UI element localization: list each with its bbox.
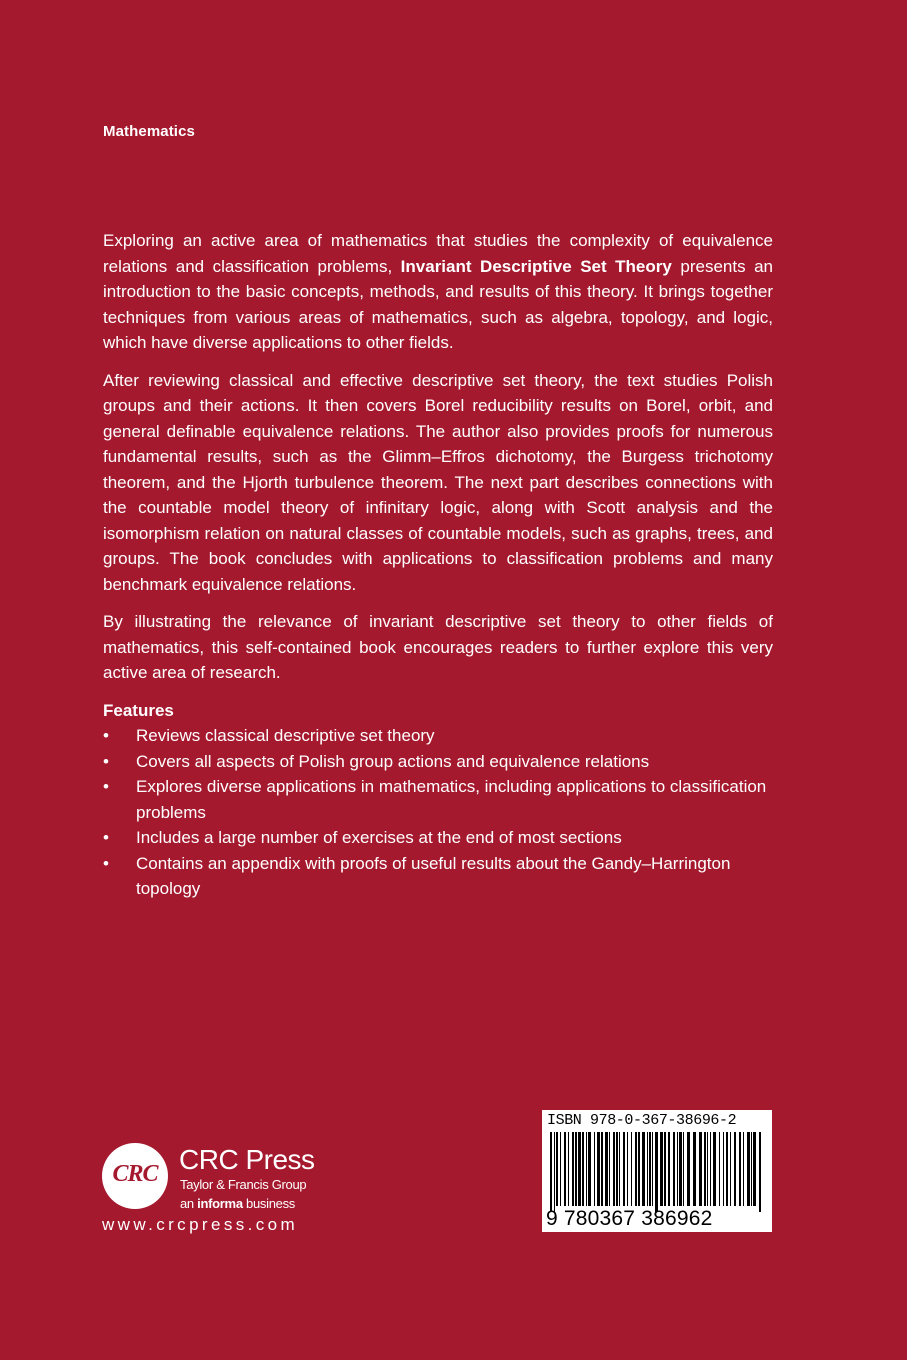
barcode-bar (699, 1132, 702, 1206)
barcode-bar (655, 1132, 658, 1212)
barcode-bar (753, 1132, 756, 1206)
barcode-bar (572, 1132, 574, 1206)
barcode-bar (638, 1132, 640, 1206)
barcode-bar (660, 1132, 663, 1206)
barcode-bar (627, 1132, 628, 1206)
barcode-bar (743, 1132, 744, 1206)
barcode-bar (683, 1132, 684, 1206)
barcode-bar (677, 1132, 678, 1206)
barcode-bar (623, 1132, 625, 1206)
feature-item (103, 723, 773, 749)
barcode-bar (594, 1132, 595, 1206)
barcode-bar (673, 1132, 675, 1206)
barcode-bar (609, 1132, 610, 1206)
logo-mark-text: CRC (112, 1161, 158, 1187)
barcode-bar (652, 1132, 653, 1206)
isbn-barcode (542, 1110, 772, 1232)
bullet-icon: • (103, 726, 109, 745)
barcode-bar (619, 1132, 620, 1206)
crc-logo-icon (102, 1143, 168, 1209)
paragraph-text: Exploring an active area of mathematics that studies the complexity of equivalence relations and classification problems, (103, 231, 773, 276)
business-suffix: business (242, 1196, 295, 1211)
feature-item (103, 825, 773, 851)
barcode-bar (726, 1132, 728, 1206)
barcode-bar (613, 1132, 615, 1206)
barcode-bar (693, 1132, 696, 1206)
publisher-business (180, 1196, 295, 1212)
barcode-bar (707, 1132, 708, 1206)
feature-item (103, 851, 773, 902)
barcode-bar (704, 1132, 706, 1206)
barcode-bar (713, 1132, 716, 1206)
bullet-icon: • (103, 853, 109, 873)
barcode-digits: 9 780367 386962 (546, 1207, 713, 1230)
business-brand: informa (197, 1196, 243, 1211)
barcode-bar (578, 1132, 581, 1206)
bullet-icon: • (103, 828, 109, 847)
bullet-icon: • (103, 751, 109, 771)
barcode-bar (642, 1132, 645, 1206)
barcode-bar (586, 1132, 587, 1206)
feature-text: Contains an appendix with proofs of useful results about the Gandy–Harrington topology (136, 853, 731, 898)
book-title: Invariant Descriptive Set Theory (400, 256, 672, 276)
barcode-bar (550, 1132, 552, 1212)
barcode-bar (556, 1132, 558, 1206)
barcode-bar (679, 1132, 682, 1206)
description-paragraph-2: After reviewing classical and effective descriptive set theory, the text studies Polish groups and their actions. It then covers Borel reducibility results on Borel, orbit, and general definable equivalence relations. The author also provides proofs for numerous fundamental results, such as the Glimm–Effros dichotomy, the Burgess trichotomy theorem, and the Hjorth turbulence theorem. The next part describes connections with the countable model theory of infinitary logic, along with Scott analysis and the isomorphism relation on natural classes of countable models, such as graphs, trees, and groups. The book concludes with applications to classification problems and many benchmark equivalence relations. (103, 370, 773, 594)
barcode-bar (631, 1132, 632, 1206)
barcode-bar (616, 1132, 618, 1206)
barcode-bar (560, 1132, 561, 1206)
barcode-bar (734, 1132, 736, 1206)
barcode-bar (730, 1132, 731, 1206)
barcode-bar (649, 1132, 651, 1206)
barcode-bar (575, 1132, 577, 1206)
feature-text: Covers all aspects of Polish group actions and equivalence relations (136, 751, 650, 771)
barcode-bar (568, 1132, 569, 1206)
barcode-bar (582, 1132, 584, 1206)
barcode-bar (664, 1132, 666, 1206)
paragraph-text: presents an introduction to the basic concepts, methods, and results of this theory. It brings together techniques from various areas of mathematics, such as algebra, topology, and logic, which have diverse applications to other fields. (103, 256, 773, 352)
barcode-bar (710, 1132, 711, 1206)
barcode-bar (564, 1132, 566, 1206)
barcode-bar (723, 1132, 724, 1206)
barcode-bar (751, 1132, 752, 1206)
publisher-group: Taylor & Francis Group (180, 1177, 307, 1192)
back-cover-description (103, 228, 773, 902)
barcode-bar (554, 1132, 555, 1212)
bullet-icon: • (103, 777, 109, 796)
barcode-bar (668, 1132, 670, 1206)
barcode-bar (687, 1132, 690, 1206)
barcode-bar (747, 1132, 750, 1206)
description-paragraph-3: By illustrating the relevance of invariant descriptive set theory to other fields of mathematics, this self-contained book encourages readers to further explore this very active area of research. (103, 612, 773, 682)
feature-item (103, 749, 773, 775)
barcode-bar (597, 1132, 600, 1206)
barcode-bar (739, 1132, 741, 1206)
features-heading: Features (103, 700, 174, 720)
feature-text: Reviews classical descriptive set theory (136, 726, 435, 745)
barcode-bar (588, 1132, 591, 1206)
publisher-name: CRC Press (179, 1144, 315, 1175)
description-paragraph-1 (103, 228, 773, 356)
feature-text: Explores diverse applications in mathematics, including applications to classification problems (136, 777, 767, 822)
features-list (103, 723, 773, 902)
category-label: Mathematics (103, 123, 195, 140)
barcode-bar (647, 1132, 648, 1206)
isbn-label: ISBN 978-0-367-38696-2 (547, 1112, 737, 1129)
barcode-bar (601, 1132, 603, 1206)
feature-text: Includes a large number of exercises at the end of most sections (136, 828, 622, 847)
business-prefix: an (180, 1196, 198, 1211)
feature-item (103, 774, 773, 825)
publisher-website[interactable]: www.crcpress.com (102, 1215, 299, 1234)
barcode-bar (635, 1132, 637, 1206)
barcode-bar (719, 1132, 720, 1206)
barcode-bar (605, 1132, 608, 1206)
barcode-bar (759, 1132, 761, 1212)
